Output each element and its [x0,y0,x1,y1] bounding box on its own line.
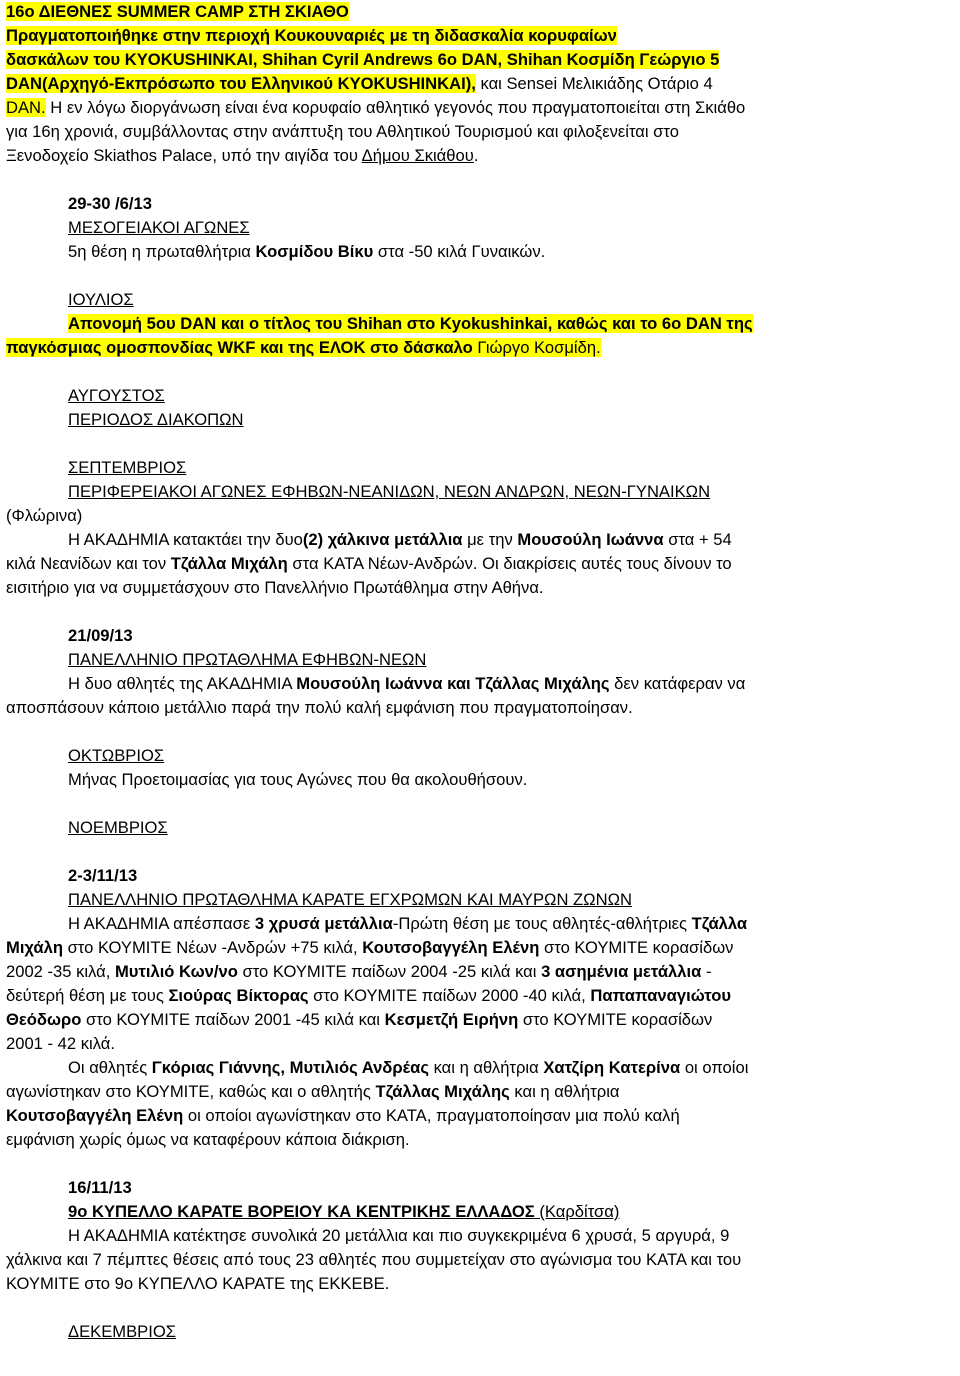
june-heading: ΜΕΣΟΓΕΙΑΚΟΙ ΑΓΩΝΕΣ [68,218,250,237]
october-heading: ΟΚΤΩΒΡΙΟΣ [68,746,165,765]
summer-camp-intro-line: DAN(Αρχηγό-Εκπρόσωπο του Ελληνικού KYOKUSHINKAI), [6,74,476,93]
athlete-name: Μουσούλη Ιωάννα [517,530,664,549]
summer-camp-intro-text: Η εν λόγω διοργάνωση είναι ένα κορυφαίο αθλητικό γεγονός που πραγματοποιείται στη Σκιάθο [45,98,746,117]
document-page: 16ο ΔΙΕΘΝΕΣ SUMMER CAMP ΣΤΗ ΣΚΙΑΘΟ Πραγματοποιήθηκε στην περιοχή Κουκουναριές με τη διδασκαλία κορυφαίων δασκάλων του KYOKUSHINKAI, Shihan Cyril Andrews 6ο DAN, Shihan Κοσμίδη Γεώργιο 5 DAN(Αρχηγό-Εκπρόσωπο του Ελληνικού KYOKUSHINKAI), και Sensei Μελικιάδης Οτάριο 4 DAN. Η εν λόγω διοργάνωση είναι ένα κορυφαίο αθλητικό γεγονός που πραγματοποιείται στη Σκιάθο για 16η χρονιά, συμβάλλοντας στην ανάπτυξη του Αθλητικού Τουρισμού και φιλοξενείται στο Ξενοδοχείο Skiathos Palace, υπό την αιγίδα του Δήμου Σκιάθου. 29-30 /6/13 ΜΕΣΟΓΕΙΑΚΟΙ ΑΓΩΝΕΣ 5η θέση η πρωταθλήτρια Κοσμίδου Βίκυ στα -50 κιλά Γυναικών. ΙΟΥΛΙΟΣ Απονομή 5ου DAN και ο τίτλος του Shihan στο Kyokushinkai, καθώς και το 6ο DAN της παγκόσμιας ομοσπονδίας WKF και της ΕΛΟΚ στο δάσκαλο Γιώργο Κοσμίδη. ΑΥΓΟΥΣΤΟΣ ΠΕΡΙΟΔΟΣ ΔΙΑΚΟΠΩΝ ΣΕΠΤΕΜΒΡΙΟΣ ΠΕΡΙΦΕΡΕΙΑΚΟΙ ΑΓΩΝΕΣ ΕΦΗΒΩΝ-ΝΕΑΝΙΔΩΝ, ΝΕΩΝ ΑΝΔΡΩΝ, ΝΕΩΝ-ΓΥΝΑΙΚΩΝ (Φλώρινα) Η ΑΚΑΔΗΜΙΑ κατακτάει την δυο(2) χάλκινα μετάλλια με την Μουσούλη Ιωάννα στα + 54 κιλά Νεανίδων και τον Τζάλλα Μιχάλη στα ΚΑΤΑ Νέων-Ανδρών. Οι διακρίσεις αυτές τους δίνουν το εισιτήριο για να συμμετάσχουν στο Πανελλήνιο Πρωτάθλημα στην Αθήνα. 21/09/13 ΠΑΝΕΛΛΗΝΙΟ ΠΡΩΤΑΘΛΗΜΑ ΕΦΗΒΩΝ-ΝΕΩΝ Η δυο αθλητές της ΑΚΑΔΗΜΙΑ Μουσούλη Ιωάννα και Τζάλλας Μιχάλης δεν κατάφεραν να αποσπάσουν κάποιο μετάλλιο παρά την πολύ καλή εμφάνιση που πραγματοποίησαν. ΟΚΤΩΒΡΙΟΣ Μήνας Προετοιμασίας για τους Αγώνες που θα ακολουθήσουν. ΝΟΕΜΒΡΙΟΣ 2-3/11/13 ΠΑΝΕΛΛΗΝΙΟ ΠΡΩΤΑΘΛΗΜΑ ΚΑΡΑΤΕ ΕΓΧΡΩΜΩΝ ΚΑΙ ΜΑΥΡΩΝ ΖΩΝΩΝ Η ΑΚΑΔΗΜΙΑ απέσπασε 3 χρυσά μετάλλια-Πρώτη θέση με τους αθλητές-αθλήτριες Τζάλλα Μιχάλη στο ΚΟΥΜΙΤΕ Νέων -Ανδρών +75 κιλά, Κουτσοβαγγέλη Ελένη στο ΚΟΥΜΙΤΕ κορασίδων 2002 -35 κιλά, Μυτιλιό Κων/νο στο ΚΟΥΜΙΤΕ παίδων 2004 -25 κιλά και 3 ασημένια μετάλλια - δεύτερή θέση με τους Σιούρας Βίκτορας στο ΚΟΥΜΙΤΕ παίδων 2000 -40 κιλά, Παπαπαναγιώτου Θεόδωρο στο ΚΟΥΜΙΤΕ παίδων 2001 -45 κιλά και Κεσμετζή Ειρήνη στο ΚΟΥΜΙΤΕ κορασίδων 2001 - 42 κιλά. Οι αθλητές Γκόριας Γιάννης, Μυτιλιός Ανδρέας και η αθλήτρια Χατζίρη Κατερίνα οι οποίοι αγωνίστηκαν στο ΚΟΥΜΙΤΕ, καθώς και ο αθλητής Τζάλλας Μιχάλης και η αθλήτρια Κουτσοβαγγέλη Ελένη οι οποίοι αγωνίστηκαν στο ΚΑΤΑ, πραγματοποίησαν μια πολύ καλή εμφάνιση χωρίς όμως να καταφέρουν κάποια διάκριση. 16/11/13 9ο ΚΥΠΕΛΛΟ ΚΑΡΑΤΕ ΒΟΡΕΙΟΥ ΚΑ ΚΕΝΤΡΙΚΗΣ ΕΛΛΑΔΟΣ (Καρδίτσα) Η ΑΚΑΔΗΜΙΑ κατέκτησε συνολικά 20 μετάλλια και πιο συγκεκριμένα 6 χρυσά, 5 αργυρά, 9 χάλκινα και 7 πέμπτες θέσεις από τους 23 αθλητές που συμμετείχαν στο αγώνισμα του ΚΑΤΑ και του ΚΟΥΜΙΤΕ στο 9ο ΚΥΠΕΛΛΟ ΚΑΡΑΤΕ της ΕΚΚΕΒΕ. ΔΕΚΕΜΒΡΙΟΣ [6,0,956,1344]
cup-location: (Καρδίτσα) [534,1202,620,1221]
athlete-name: Μιχάλη [6,938,63,957]
athlete-name: Χατζίρη Κατερίνα [543,1058,681,1077]
athlete-name: Κεσμετζή Ειρήνη [384,1010,519,1029]
summer-camp-title-line [6,0,956,24]
municipality-link-text: Δήμου Σκιάθου [361,146,474,165]
summer-camp-text: Ξενοδοχείο Skiathos Palace, υπό την αιγίδα του [6,146,362,165]
summer-camp-intro-line: δασκάλων του KYOKUSHINKAI, Shihan Cyril Andrews 6ο DAN, Shihan Κοσμίδη Γεώργιο 5 [6,50,720,69]
cup-text: Η ΑΚΑΔΗΜΙΑ κατέκτησε συνολικά 20 μετάλλια και πιο συγκεκριμένα 6 χρυσά, 5 αργυρά, 9 [68,1226,730,1245]
athlete-name: Τζάλλα Μιχάλη [170,554,288,573]
july-text: παγκόσμιας ομοσπονδίας WKF και της ΕΛΟΚ στο δάσκαλο [6,338,473,357]
november-date: 2-3/11/13 [68,866,138,885]
summer-camp-intro-line: Πραγματοποιήθηκε στην περιοχή Κουκουναριές με τη διδασκαλία κορυφαίων [6,26,617,45]
athlete-names: Μουσούλη Ιωάννα και Τζάλλας Μιχάλης [296,674,610,693]
athlete-name: Τζάλλας Μιχάλης [375,1082,510,1101]
november-heading: ΝΟΕΜΒΡΙΟΣ [68,818,168,837]
medal-count: 3 ασημένια μετάλλια [541,962,702,981]
cup-date: 16/11/13 [68,1178,132,1197]
october-text: Μήνας Προετοιμασίας για τους Αγώνες που θα ακολουθήσουν. [68,770,528,789]
athlete-name: Κοσμίδου Βίκυ [255,242,374,261]
medal-count: (2) χάλκινα μετάλλια [302,530,463,549]
july-text: Απονομή 5ου DAN και ο τίτλος του Shihan στο Kyokushinkai, καθώς και το 6ο DAN της [68,314,753,333]
athlete-name: Θεόδωρο [6,1010,82,1029]
december-heading: ΔΕΚΕΜΒΡΙΟΣ [68,1322,177,1341]
athlete-names: Γκόριας Γιάννης, Μυτιλιός Ανδρέας [151,1058,429,1077]
athlete-name: Κουτσοβαγγέλη Ελένη [6,1106,184,1125]
september-heading: ΣΕΠΤΕΜΒΡΙΟΣ [68,458,187,477]
cup-text: ΚΟΥΜΙΤΕ στο 9ο ΚΥΠΕΛΛΟ ΚΑΡΑΤΕ της ΕΚΚΕΒΕ. [6,1274,390,1293]
august-heading: ΑΥΓΟΥΣΤΟΣ [68,386,165,405]
panhellenic-youth-text: αποσπάσουν κάποιο μετάλλιο παρά την πολύ καλή εμφάνιση που πραγματοποίησαν. [6,698,633,717]
panhellenic-youth-heading: ΠΑΝΕΛΛΗΝΙΟ ΠΡΩΤΑΘΛΗΜΑ ΕΦΗΒΩΝ-ΝΕΩΝ [68,650,427,669]
september-subheading: ΠΕΡΙΦΕΡΕΙΑΚΟΙ ΑΓΩΝΕΣ ΕΦΗΒΩΝ-ΝΕΑΝΙΔΩΝ, ΝΕΩΝ ΑΝΔΡΩΝ, ΝΕΩΝ-ΓΥΝΑΙΚΩΝ [68,482,711,501]
athlete-name: Παπαπαναγιώτου [590,986,731,1005]
belts-championship-text: εμφάνιση χωρίς όμως να καταφέρουν κάποια διάκριση. [6,1130,410,1149]
september-place: (Φλώρινα) [6,506,83,525]
july-heading: ΙΟΥΛΙΟΣ [68,290,134,309]
summer-camp-intro-text: και Sensei Μελικιάδης Οτάριο 4 [475,74,713,93]
august-subheading: ΠΕΡΙΟΔΟΣ ΔΙΑΚΟΠΩΝ [68,410,244,429]
cup-text: χάλκινα και 7 πέμπτες θέσεις από τους 23 αθλητές που συμμετείχαν στο αγώνισμα του ΚΑΤΑ και του [6,1250,742,1269]
athlete-name: Μυτιλιό Κων/νο [114,962,238,981]
summer-camp-intro-text: DAN. [6,98,46,117]
summer-camp-title: 16ο ΔΙΕΘΝΕΣ SUMMER CAMP ΣΤΗ ΣΚΙΑΘΟ [6,2,349,21]
july-text: Γιώργο Κοσμίδη. [472,338,601,357]
cup-heading: 9ο ΚΥΠΕΛΛΟ ΚΑΡΑΤΕ ΒΟΡΕΙΟΥ ΚΑ ΚΕΝΤΡΙΚΗΣ ΕΛΛΑΔΟΣ [68,1202,535,1221]
september-date: 21/09/13 [68,626,133,645]
belts-championship-text: 2001 - 42 κιλά. [6,1034,115,1053]
athlete-name: Τζάλλα [691,914,748,933]
belts-championship-heading: ΠΑΝΕΛΛΗΝΙΟ ΠΡΩΤΑΘΛΗΜΑ ΚΑΡΑΤΕ ΕΓΧΡΩΜΩΝ ΚΑΙ ΜΑΥΡΩΝ ΖΩΝΩΝ [68,890,632,909]
september-text: εισιτήριο για να συμμετάσχουν στο Πανελλήνιο Πρωτάθλημα στην Αθήνα. [6,578,544,597]
athlete-name: Σιούρας Βίκτορας [168,986,309,1005]
medal-count: 3 χρυσά μετάλλια [254,914,393,933]
athlete-name: Κουτσοβαγγέλη Ελένη [362,938,540,957]
june-text: 5η θέση η πρωταθλήτρια [68,242,256,261]
summer-camp-text: για 16η χρονιά, συμβάλλοντας στην ανάπτυξη του Αθλητικού Τουρισμού και φιλοξενείται στο [6,122,679,141]
june-date: 29-30 /6/13 [68,194,152,213]
